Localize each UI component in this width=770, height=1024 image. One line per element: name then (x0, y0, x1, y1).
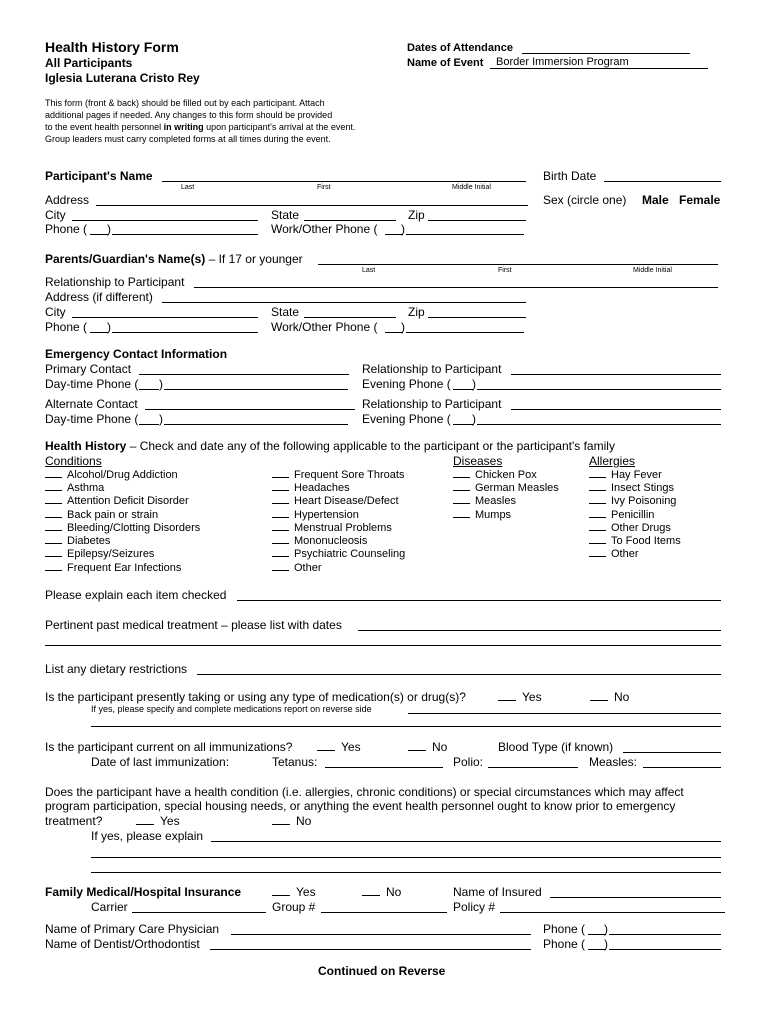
condition-explain-label: If yes, please explain (91, 829, 204, 843)
insured-name-label: Name of Insured (453, 885, 542, 899)
participant-phone-area-field[interactable] (90, 234, 108, 235)
participant-name-field[interactable] (162, 181, 526, 182)
guardian-phone-area-field[interactable] (90, 332, 108, 333)
guardian-work-phone-label: Work/Other Phone ( (271, 320, 378, 334)
group-number-label: Group # (272, 900, 316, 914)
condition-item[interactable]: Epilepsy/Seizures (45, 548, 154, 560)
alternate-relationship-field[interactable] (511, 409, 721, 410)
guardian-state-label: State (271, 305, 300, 319)
condition-yes[interactable]: Yes (136, 814, 180, 828)
participant-phone-field[interactable] (112, 234, 258, 235)
condition-item[interactable]: Heart Disease/Defect (272, 495, 399, 507)
dates-of-attendance-label: Dates of Attendance (407, 42, 513, 54)
group-number-field[interactable] (321, 912, 447, 913)
condition-no[interactable]: No (272, 814, 311, 828)
condition-item[interactable]: Bleeding/Clotting Disorders (45, 522, 200, 534)
past-treatment-field[interactable] (358, 630, 721, 631)
condition-item[interactable]: Back pain or strain (45, 509, 158, 521)
alternate-evening-phone-close: ) (472, 412, 476, 426)
continued-on-reverse: Continued on Reverse (318, 964, 446, 978)
condition-question-line-2: program participation, special housing needs, or anything the event health personnel ought to know prior to emergency (45, 799, 676, 813)
condition-item[interactable]: Headaches (272, 482, 350, 494)
alternate-evening-phone-area-field[interactable] (453, 424, 473, 425)
insurance-yes[interactable]: Yes (272, 885, 316, 899)
dentist-phone-field[interactable] (609, 949, 721, 950)
polio-field[interactable] (488, 767, 578, 768)
health-history-heading: Health History – Check and date any of the following applicable to the participant or the participant's family (45, 439, 615, 453)
allergy-item[interactable]: Hay Fever (589, 469, 662, 481)
intro-line-4: Group leaders must carry completed forms at all times during the event. (45, 134, 331, 144)
organization-name: Iglesia Luterana Cristo Rey (45, 71, 200, 85)
intro-line-2: additional pages if needed. Any changes to this form should be provided (45, 110, 333, 120)
condition-item[interactable]: Psychiatric Counseling (272, 548, 405, 560)
physician-phone-label: Phone ( (543, 922, 586, 936)
measles-label: Measles: (589, 755, 638, 769)
physician-phone-close: ) (604, 922, 608, 936)
guardian-address-field[interactable] (162, 302, 526, 303)
condition-item[interactable]: Menstrual Problems (272, 522, 392, 534)
medication-specify-label: If yes, please specify and complete medications report on reverse side (91, 704, 372, 714)
alternate-day-phone-field[interactable] (164, 424, 348, 425)
participant-first-caption: First (317, 184, 331, 191)
event-name-label: Name of Event (407, 57, 484, 69)
medication-specify-field-2[interactable] (91, 726, 721, 727)
guardian-address-label: Address (if different) (45, 290, 153, 304)
primary-evening-phone-close: ) (472, 377, 476, 391)
sex-female-option[interactable]: Female (679, 193, 721, 207)
participant-zip-label: Zip (408, 208, 425, 222)
primary-relationship-label: Relationship to Participant (362, 362, 502, 376)
condition-item[interactable]: Frequent Sore Throats (272, 469, 404, 481)
guardian-zip-label: Zip (408, 305, 425, 319)
guardian-middle-caption: Middle Initial (633, 267, 672, 274)
guardian-phone-close: ) (107, 320, 111, 334)
dietary-field[interactable] (197, 674, 721, 675)
diseases-heading: Diseases (453, 454, 503, 468)
dentist-phone-close: ) (604, 937, 608, 951)
guardian-city-label: City (45, 305, 66, 319)
policy-number-field[interactable] (500, 912, 725, 913)
insurance-no[interactable]: No (362, 885, 401, 899)
guardian-zip-field[interactable] (428, 317, 526, 318)
alternate-day-phone-label: Day-time Phone ( (45, 412, 139, 426)
dietary-label: List any dietary restrictions (45, 662, 188, 676)
medication-question: Is the participant presently taking or using any type of medication(s) or drug(s)? (45, 690, 466, 704)
condition-question-line-1: Does the participant have a health condition (i.e. allergies, chronic conditions) or special circumstances which may affect (45, 785, 684, 799)
carrier-label: Carrier (91, 900, 128, 914)
guardian-work-phone-close: ) (401, 320, 405, 334)
last-immunization-label: Date of last immunization: (91, 755, 230, 769)
policy-number-label: Policy # (453, 900, 496, 914)
participant-work-phone-field[interactable] (406, 234, 524, 235)
sex-male-option[interactable]: Male (642, 193, 669, 207)
participant-address-field[interactable] (96, 205, 528, 206)
alternate-contact-field[interactable] (145, 409, 355, 410)
immunizations-no[interactable]: No (408, 740, 447, 754)
guardian-state-field[interactable] (304, 317, 396, 318)
dentist-label: Name of Dentist/Orthodontist (45, 937, 200, 951)
primary-day-phone-area-field[interactable] (139, 389, 159, 390)
allergy-item[interactable]: To Food Items (589, 535, 681, 547)
dentist-phone-label: Phone ( (543, 937, 586, 951)
allergy-item[interactable]: Other Drugs (589, 522, 671, 534)
condition-item[interactable]: Other (272, 562, 322, 574)
event-name-value: Border Immersion Program (496, 56, 629, 68)
participant-name-label: Participant's Name (45, 169, 153, 183)
medication-yes[interactable]: Yes (498, 690, 542, 704)
physician-label: Name of Primary Care Physician (45, 922, 220, 936)
condition-item[interactable]: Diabetes (45, 535, 110, 547)
dates-of-attendance-field[interactable] (522, 53, 690, 54)
condition-explain-field-2[interactable] (91, 857, 721, 858)
carrier-field[interactable] (132, 912, 266, 913)
primary-day-phone-field[interactable] (164, 389, 348, 390)
alternate-evening-phone-field[interactable] (477, 424, 721, 425)
intro-line-3: to the event health personnel in writing upon participant's arrival at the event. (45, 122, 356, 132)
guardian-name-field[interactable] (318, 264, 718, 265)
participant-work-phone-close: ) (401, 222, 405, 236)
primary-relationship-field[interactable] (511, 374, 721, 375)
conditions-heading: Conditions (45, 454, 102, 468)
guardian-relationship-field[interactable] (194, 287, 718, 288)
disease-item[interactable]: Measles (453, 495, 516, 507)
dentist-field[interactable] (210, 949, 531, 950)
condition-explain-field[interactable] (211, 841, 721, 842)
condition-explain-field-3[interactable] (91, 872, 721, 873)
guardian-city-field[interactable] (72, 317, 258, 318)
primary-contact-field[interactable] (139, 374, 349, 375)
participant-middle-caption: Middle Initial (452, 184, 491, 191)
primary-evening-phone-area-field[interactable] (453, 389, 473, 390)
insurance-label: Family Medical/Hospital Insurance (45, 885, 242, 899)
explain-items-label: Please explain each item checked (45, 588, 227, 602)
primary-day-phone-label: Day-time Phone ( (45, 377, 139, 391)
allergy-item[interactable]: Ivy Poisoning (589, 495, 676, 507)
disease-item[interactable]: Mumps (453, 509, 511, 521)
disease-item[interactable]: Chicken Pox (453, 469, 537, 481)
condition-item[interactable]: Alcohol/Drug Addiction (45, 469, 178, 481)
primary-contact-label: Primary Contact (45, 362, 132, 376)
condition-question-line-3: treatment? (45, 814, 103, 828)
form-title: Health History Form (45, 39, 179, 55)
guardian-relationship-label: Relationship to Participant (45, 275, 185, 289)
medication-no[interactable]: No (590, 690, 629, 704)
allergy-item[interactable]: Penicillin (589, 509, 654, 521)
participant-city-field[interactable] (72, 220, 258, 221)
guardian-phone-label: Phone ( (45, 320, 88, 334)
past-treatment-field-2[interactable] (45, 645, 721, 646)
allergy-item[interactable]: Insect Stings (589, 482, 674, 494)
blood-type-label: Blood Type (if known) (498, 740, 614, 754)
participant-last-caption: Last (181, 184, 195, 191)
primary-evening-phone-label: Evening Phone ( (362, 377, 451, 391)
participant-phone-label: Phone ( (45, 222, 88, 236)
participant-zip-field[interactable] (428, 220, 526, 221)
condition-item[interactable]: Hypertension (272, 509, 359, 521)
participant-phone-close: ) (107, 222, 111, 236)
emergency-heading: Emergency Contact Information (45, 347, 228, 361)
alternate-contact-label: Alternate Contact (45, 397, 138, 411)
immunizations-yes[interactable]: Yes (317, 740, 361, 754)
guardian-phone-field[interactable] (112, 332, 258, 333)
participant-state-field[interactable] (304, 220, 396, 221)
disease-item[interactable]: German Measles (453, 482, 559, 494)
guardian-last-caption: Last (362, 267, 376, 274)
condition-item[interactable]: Asthma (45, 482, 104, 494)
physician-field[interactable] (231, 934, 531, 935)
polio-label: Polio: (453, 755, 484, 769)
allergies-heading: Allergies (589, 454, 636, 468)
participant-city-label: City (45, 208, 66, 222)
measles-field[interactable] (643, 767, 721, 768)
medication-specify-field[interactable] (408, 713, 721, 714)
alternate-relationship-label: Relationship to Participant (362, 397, 502, 411)
event-name-field[interactable] (490, 68, 708, 69)
participant-address-label: Address (45, 193, 90, 207)
participant-work-phone-label: Work/Other Phone ( (271, 222, 378, 236)
physician-phone-field[interactable] (609, 934, 721, 935)
past-treatment-label: Pertinent past medical treatment – please list with dates (45, 618, 342, 632)
tetanus-label: Tetanus: (272, 755, 318, 769)
birth-date-field[interactable] (604, 181, 721, 182)
condition-item[interactable]: Attention Deficit Disorder (45, 495, 189, 507)
alternate-day-phone-close: ) (159, 412, 163, 426)
explain-items-field[interactable] (237, 600, 721, 601)
primary-evening-phone-field[interactable] (477, 389, 721, 390)
blood-type-field[interactable] (623, 752, 721, 753)
guardian-name-label: Parents/Guardian's Name(s) – If 17 or younger (45, 252, 303, 266)
sex-label: Sex (circle one) (543, 193, 627, 207)
immunizations-question: Is the participant current on all immunizations? (45, 740, 293, 754)
guardian-first-caption: First (498, 267, 512, 274)
guardian-work-phone-field[interactable] (406, 332, 524, 333)
primary-day-phone-close: ) (159, 377, 163, 391)
condition-item[interactable]: Mononucleosis (272, 535, 367, 547)
tetanus-field[interactable] (325, 767, 443, 768)
allergy-item[interactable]: Other (589, 548, 639, 560)
participant-state-label: State (271, 208, 300, 222)
birth-date-label: Birth Date (543, 169, 597, 183)
alternate-evening-phone-label: Evening Phone ( (362, 412, 451, 426)
condition-item[interactable]: Frequent Ear Infections (45, 562, 181, 574)
form-subtitle: All Participants (45, 56, 133, 70)
alternate-day-phone-area-field[interactable] (139, 424, 159, 425)
insured-name-field[interactable] (550, 897, 721, 898)
intro-line-1: This form (front & back) should be filled out by each participant. Attach (45, 98, 325, 108)
